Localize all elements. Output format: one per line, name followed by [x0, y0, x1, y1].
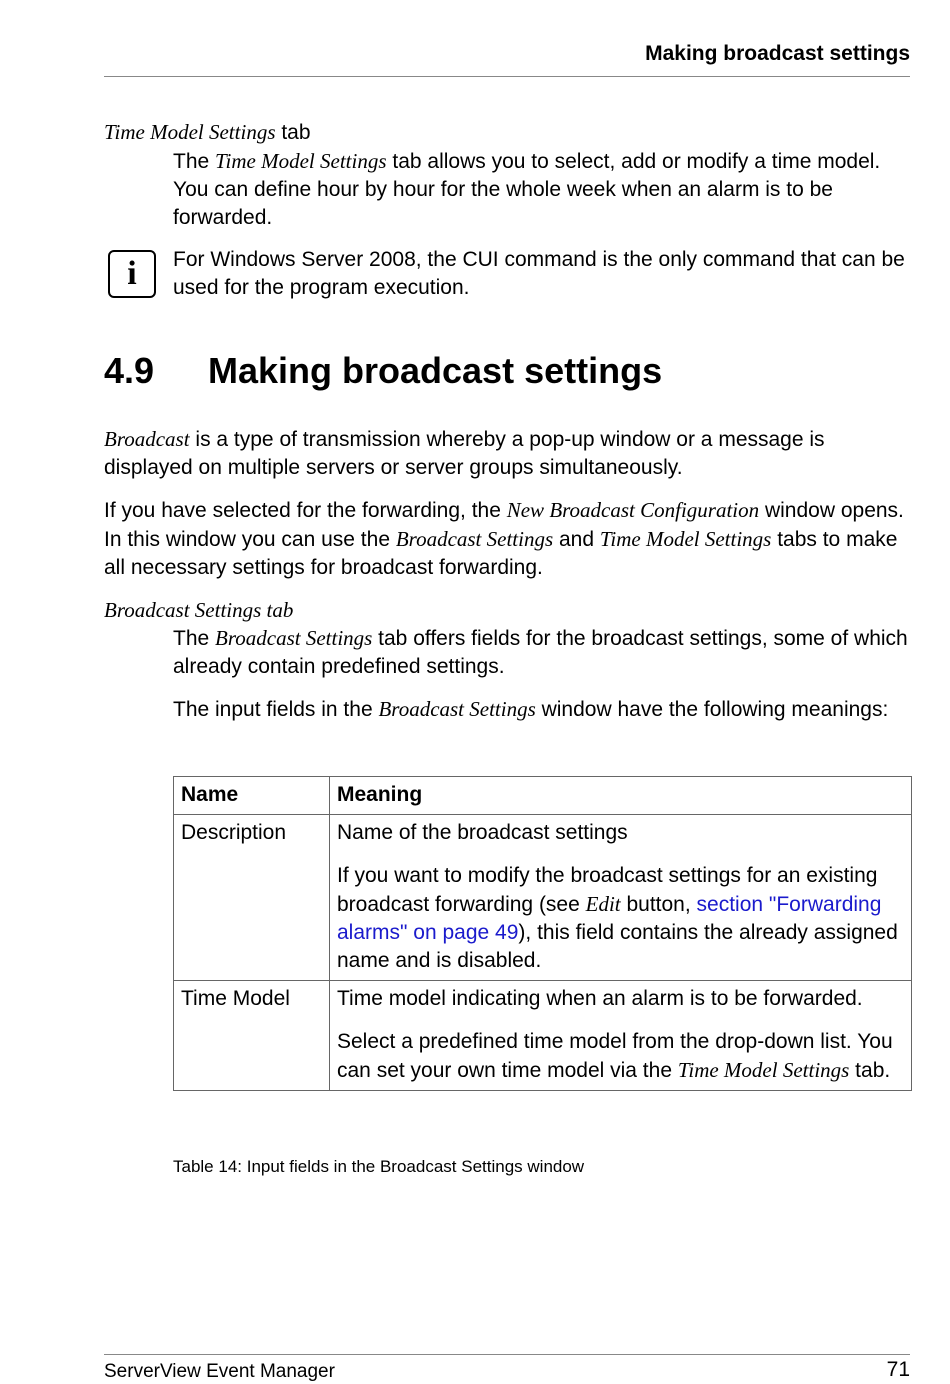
- table-row: [174, 815, 912, 981]
- forwarding-alarms-link[interactable]: section "Forwarding alarms" on page 49: [337, 893, 882, 944]
- broadcast-config-paragraph: If you have selected for the forwarding, the New Broadcast Configuration window opens. In this window you can use the Broadcast Settings and Time Model Settings tabs to make all necessary settings for broadcast forwarding.: [104, 498, 904, 579]
- column-header-name: Name: [174, 777, 330, 815]
- term-broadcast-settings: Broadcast Settings tab: [104, 598, 294, 622]
- column-header-meaning: Meaning: [330, 777, 912, 815]
- input-fields-intro: The input fields in the Broadcast Settings window have the following meanings:: [173, 697, 889, 721]
- section-heading: [104, 350, 662, 392]
- info-icon: i: [108, 250, 156, 298]
- table-caption: Table 14: Input fields in the Broadcast Settings window: [173, 1157, 585, 1176]
- input-fields-table: [173, 776, 912, 1091]
- row-meaning-cell: [330, 815, 912, 981]
- section-number: 4.9: [104, 350, 155, 391]
- broadcast-definition: Broadcast is a type of transmission whereby a pop-up window or a message is displayed on multiple servers or server groups simultaneously.: [104, 427, 825, 479]
- info-note: For Windows Server 2008, the CUI command is the only command that can be used for the program execution.: [173, 248, 905, 299]
- table-row: [174, 981, 912, 1091]
- header-divider: [104, 76, 910, 77]
- meaning-text: Select a predefined time model from the drop-down list. You can set your own time model via the Time Model Settings tab.: [337, 1030, 893, 1082]
- footer-product-name: ServerView Event Manager: [104, 1361, 335, 1382]
- meaning-text: Time model indicating when an alarm is to be forwarded.: [337, 987, 863, 1010]
- meaning-text: If you want to modify the broadcast settings for an existing broadcast forwarding (see Edit button, section "Forwarding alarms" on page 49), this field contains the already assigned name and is disabled.: [337, 864, 898, 972]
- section-title: Making broadcast settings: [208, 350, 663, 391]
- broadcast-settings-description: The Broadcast Settings tab offers fields for the broadcast settings, some of which already contain predefined settings.: [173, 626, 908, 678]
- meaning-text: Name of the broadcast settings: [337, 821, 628, 844]
- time-model-description: The Time Model Settings tab allows you to select, add or modify a time model. You can define hour by hour for the whole week when an alarm is to be forwarded.: [173, 149, 881, 229]
- row-meaning-cell: [330, 981, 912, 1091]
- footer-divider: [104, 1354, 910, 1355]
- table-header-row: [174, 777, 912, 815]
- row-name-cell: Time Model: [174, 981, 330, 1091]
- term-time-model-settings: Time Model Settings tab: [104, 120, 311, 144]
- running-header: Making broadcast settings: [645, 42, 910, 65]
- row-name-cell: Description: [174, 815, 330, 981]
- page-number: 71: [886, 1358, 910, 1381]
